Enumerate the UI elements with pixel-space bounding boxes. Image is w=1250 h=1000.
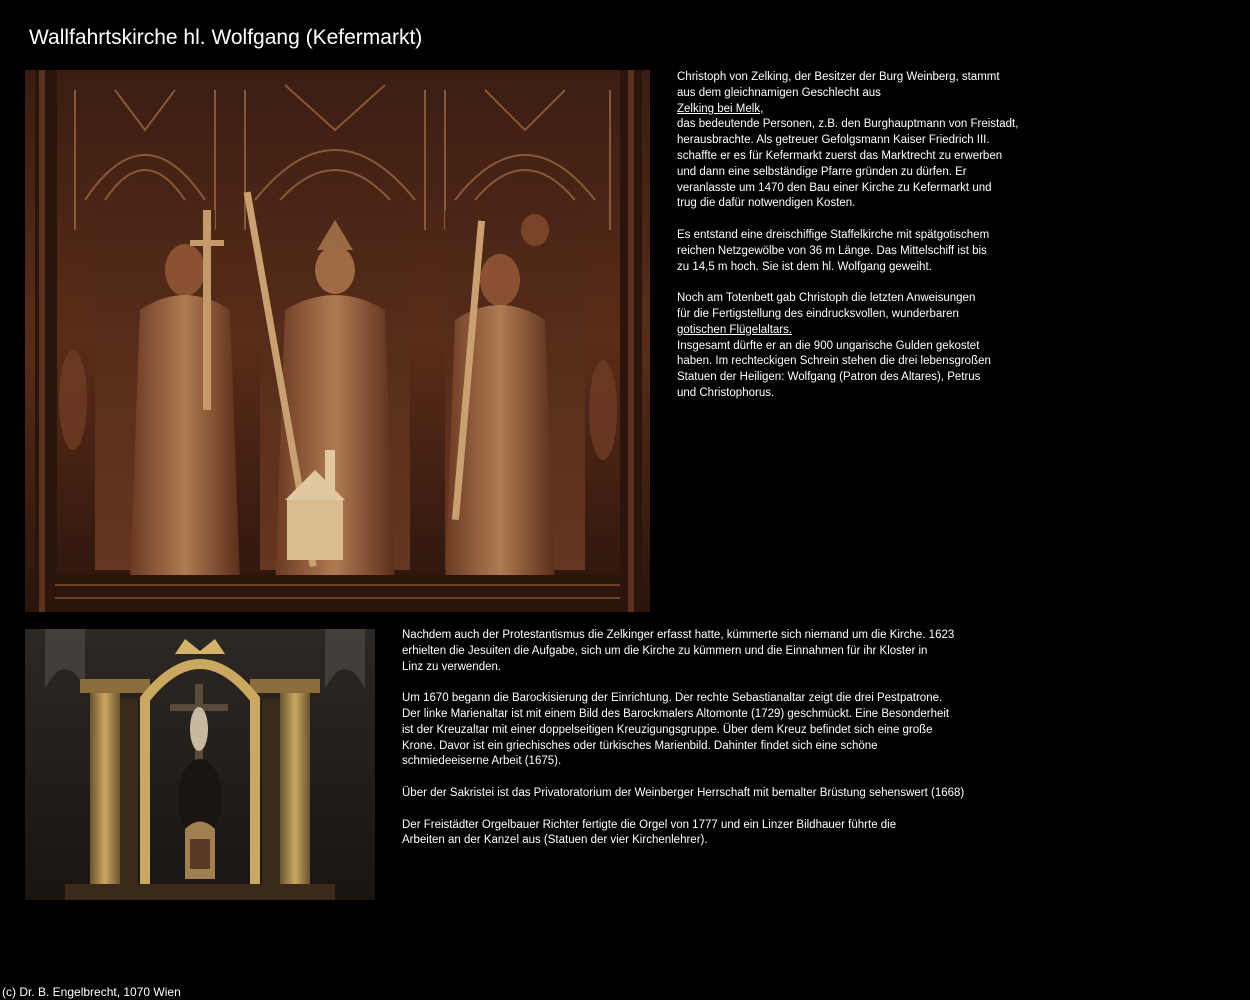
history-text-right (677, 70, 1057, 418)
paragraph-privatoratorium: Über der Sakristei ist das Privatoratorium der Weinberger Herrschaft mit bemalter Brüstung sehenswert (1668) (402, 786, 965, 799)
paragraph-staffelkirche: Es entstand eine dreischiffige Staffelkirche mit spätgotischem reichen Netzgewölbe von 36 m Länge. Das Mittelschiff ist bis zu 14,5 m hoch. Sie ist dem hl. Wolfgang geweiht. (677, 228, 990, 273)
paragraph-orgel-kanzel: Der Freistädter Orgelbauer Richter fertigte die Orgel von 1777 und ein Linzer Bildhauer führte die Arbeiten an der Kanzel aus (Statuen der vier Kirchenlehrer). (402, 818, 897, 847)
paragraph-totenbett-intro: Noch am Totenbett gab Christoph die letzten Anweisungen für die Fertigstellung des eindrucksvollen, wunderbaren (677, 292, 976, 320)
paragraph-zelking-rest: das bedeutende Personen, z.B. den Burghauptmann von Freistadt, herausbrachte. Als getreuer Gefolgsmann Kaiser Friedrich III. schaffte er es für Kefermarkt zuerst das Marktrecht zu erwerben und dann eine selbständige Pfarre gründen zu dürfen. Er veranlasste um 1470 den Bau einer Kirche zu Kefermarkt und trug die dafür notwendigen Kosten. (677, 118, 1019, 210)
paragraph-barockisierung: Um 1670 begann die Barockisierung der Einrichtung. Der rechte Sebastianaltar zeigt die drei Pestpatrone. Der linke Marienaltar ist mit einem Bild des Barockmalers Altomonte (1729) geschmückt. Eine Besonderheit ist der Kreuzaltar mit einer doppelseitigen Kreuzigungsgruppe. Über dem Kreuz befindet sich eine große Krone. Davor ist ein griechisches oder türkisches Marienbild. Dahinter findet sich eine schöne schmiedeeiserne Arbeit (1675). (402, 692, 950, 768)
paragraph-altar-rest: Insgesamt dürfte er an die 900 ungarische Gulden gekostet haben. Im rechteckigen Schrein stehen die drei lebensgroßen Statuen der Heiligen: Wolfgang (Patron des Altares), Petrus und Christophorus. (677, 339, 991, 399)
baroque-altar-photo[interactable] (25, 629, 375, 900)
link-gotischer-fluegelaltar[interactable]: gotischen Flügelaltars. (677, 323, 793, 336)
history-text-bottom (402, 628, 1022, 865)
paragraph-protestantismus: Nachdem auch der Protestantismus die Zelkinger erfasst hatte, kümmerte sich niemand um die Kirche. 1623 erhielten die Jesuiten die Aufgabe, sich um die Kirche zu kümmern und die Einnahmen für ihr Kloster in Linz zu verwenden. (402, 629, 955, 673)
paragraph-zelking-intro: Christoph von Zelking, der Besitzer der Burg Weinberg, stammt aus dem gleichnamigen Geschlecht aus (677, 71, 1000, 99)
gothic-altar-photo[interactable] (25, 70, 650, 612)
copyright-footer: (c) Dr. B. Engelbrecht, 1070 Wien (2, 985, 181, 999)
page-title: Wallfahrtskirche hl. Wolfgang (Kefermarkt) (29, 26, 423, 49)
baroque-altar-image (25, 629, 375, 900)
gothic-altar-image (25, 70, 650, 612)
link-zelking-bei-melk[interactable]: Zelking bei Melk, (677, 102, 764, 115)
